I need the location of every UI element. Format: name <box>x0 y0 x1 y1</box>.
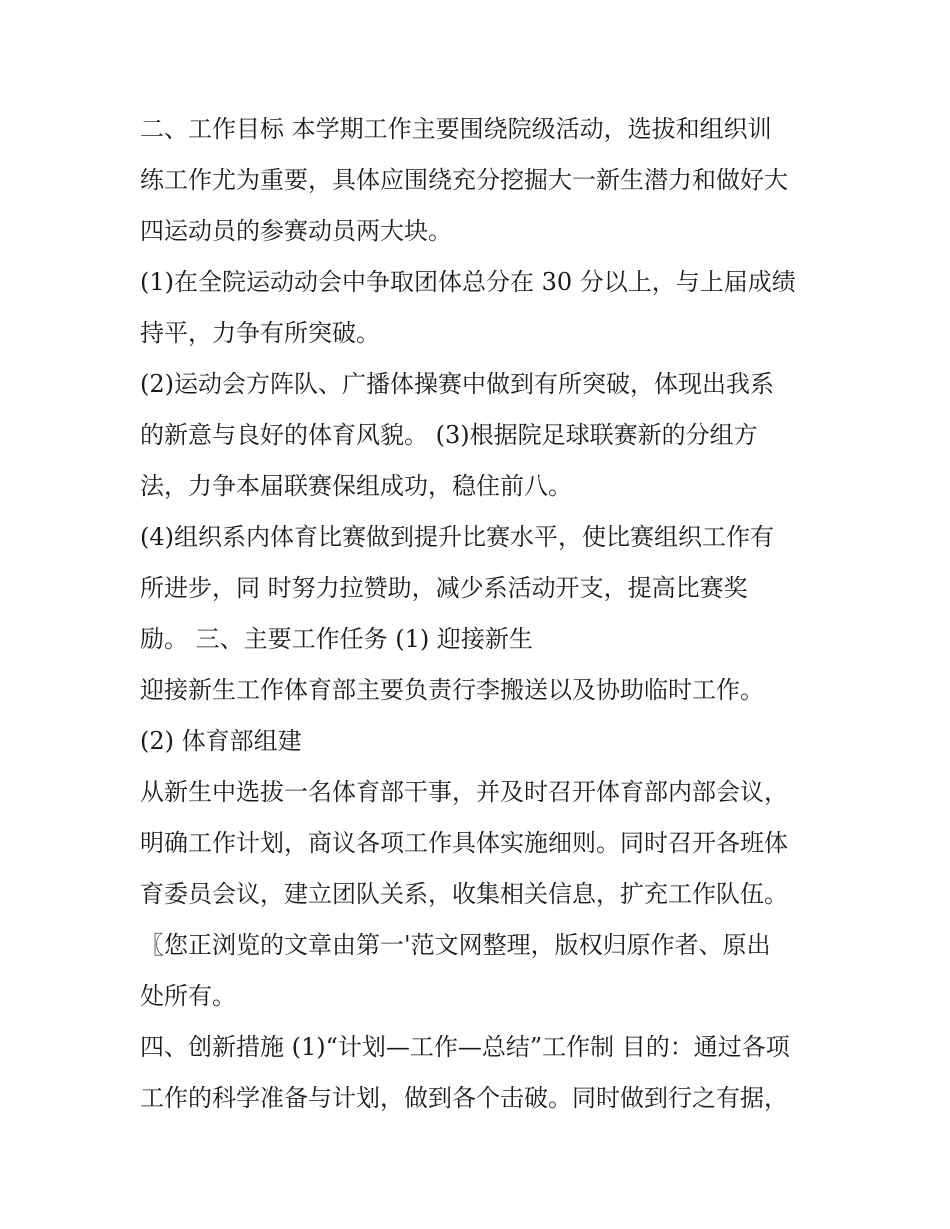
text-line: (2) 体育部组建 <box>140 727 302 755</box>
text-line: (1)在全院运动动会中争取团体总分在 30 分以上，与上届成绩 <box>140 268 796 296</box>
text-line: (4)组织系内体育比赛做到提升比赛水平，使比赛组织工作有 <box>140 523 774 551</box>
text-line: 四、创新措施 (1)“计划—工作—总结”工作制 目的：通过各项 <box>140 1033 790 1061</box>
text-line: 二、工作目标 本学期工作主要围绕院级活动，选拔和组织训 <box>140 115 772 143</box>
text-line: 明确工作计划，商议各项工作具体实施细则。同时召开各班体 <box>140 829 788 857</box>
document-body <box>140 104 820 1124</box>
text-line: 法，力争本届联赛保组成功，稳住前八。 <box>140 472 572 500</box>
text-line: 的新意与良好的体育风貌。 (3)根据院足球联赛新的分组方 <box>140 421 758 449</box>
text-line: 处所有。 <box>140 982 236 1010</box>
text-line: 从新生中选拔一名体育部干事，并及时召开体育部内部会议， <box>140 778 788 806</box>
text-line: 工作的科学准备与计划，做到各个击破。同时做到行之有据， <box>140 1084 788 1112</box>
text-line: (2)运动会方阵队、广播体操赛中做到有所突破，体现出我系 <box>140 370 774 398</box>
text-line: 练工作尤为重要，具体应围绕充分挖掘大一新生潜力和做好大 <box>140 166 788 194</box>
text-line: 持平，力争有所突破。 <box>140 319 380 347</box>
text-line: 所进步，同 时努力拉赞助，减少系活动开支，提高比赛奖 <box>140 574 748 602</box>
text-line: 迎接新生工作体育部主要负责行李搬送以及协助临时工作。 <box>140 676 764 704</box>
text-line: 育委员会议，建立团队关系，收集相关信息，扩充工作队伍。 <box>140 880 788 908</box>
text-line: 四运动员的参赛动员两大块。 <box>140 217 452 245</box>
text-line: 〖您正浏览的文章由第一'范文网整理，版权归原作者、原出 <box>140 931 771 959</box>
text-line: 励。 三、主要工作任务 (1) 迎接新生 <box>140 625 533 653</box>
